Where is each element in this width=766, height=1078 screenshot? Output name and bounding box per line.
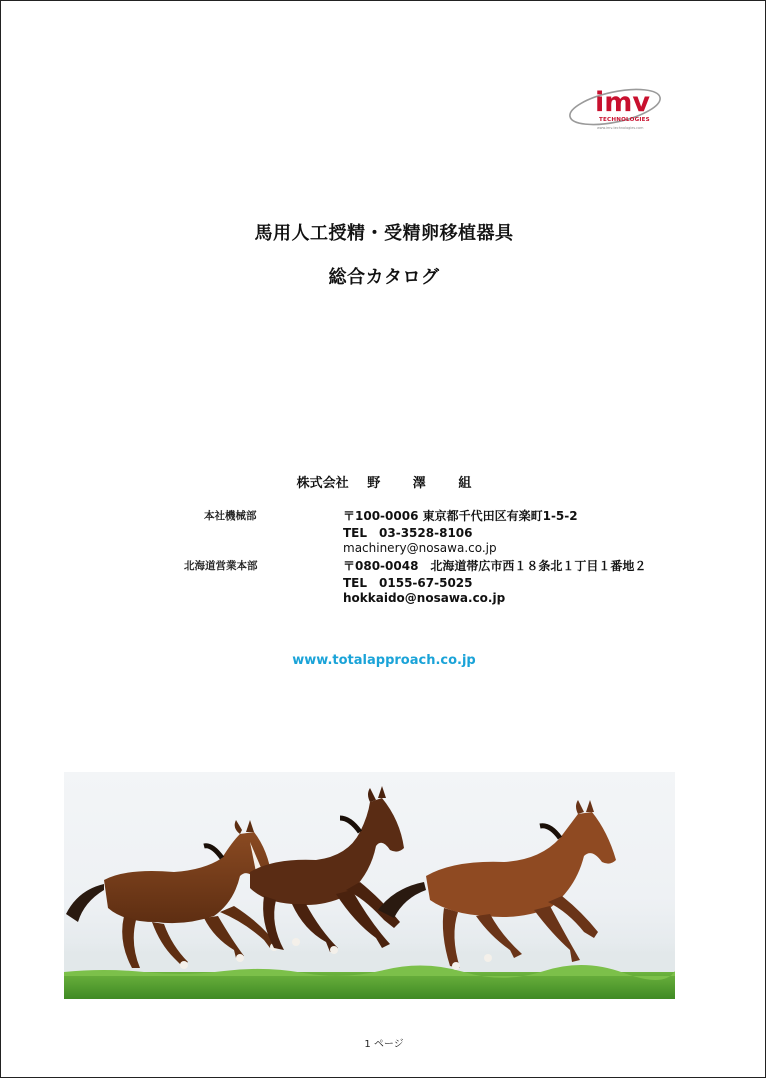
logo-brand: imv: [595, 87, 650, 118]
hokkaido-office-label: 北海道営業本部: [184, 560, 258, 572]
horse-middle: [250, 786, 404, 954]
horse-right: [378, 800, 616, 970]
imv-logo: [567, 83, 667, 133]
catalog-subtitle: 総合カタログ: [328, 267, 440, 288]
catalog-title: 馬用人工授精・受精卵移植器具: [254, 223, 514, 244]
hokkaido-office-address: 〒080-0048 北海道帯広市西１８条北１丁目１番地２: [343, 559, 647, 573]
hokkaido-office-tel: TEL 0155-67-5025: [343, 576, 473, 590]
head-office-tel: TEL 03-3528-8106: [343, 526, 473, 540]
company-prefix: 株式会社: [296, 476, 349, 491]
company-char-1: 野: [367, 476, 381, 491]
galloping-horses-illustration: [64, 772, 675, 999]
head-office-address: 〒100-0006 東京都千代田区有楽町1-5-2: [343, 509, 578, 523]
company-char-2: 澤: [412, 476, 426, 491]
head-office-label: 本社機械部: [204, 510, 257, 522]
page-number: 1 ページ: [364, 1039, 404, 1050]
company-name: [1, 472, 766, 491]
hokkaido-office-email[interactable]: hokkaido@nosawa.co.jp: [343, 591, 506, 605]
horses-photo: [64, 772, 675, 999]
company-char-3: 組: [458, 476, 472, 491]
horse-left: [66, 820, 278, 969]
website-link[interactable]: www.totalapproach.co.jp: [292, 653, 476, 668]
head-office-email[interactable]: machinery@nosawa.co.jp: [343, 541, 497, 555]
logo-url: www.imv-technologies.com: [597, 126, 644, 130]
logo-tagline: TECHNOLOGIES: [599, 117, 650, 123]
